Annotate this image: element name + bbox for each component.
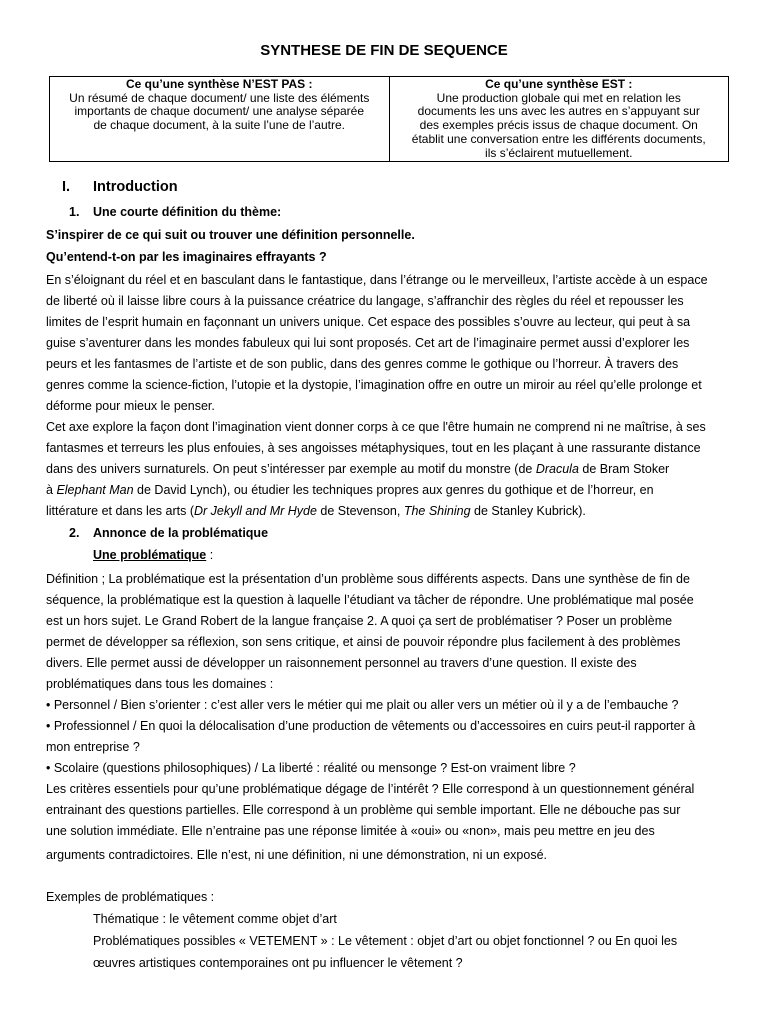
paragraph-line: limites de l’esprit humain en façonnant un univers unique. Cet espace des possibles s’ouvre au lecteur, qui peut à sa [46,315,691,329]
paragraph-line [46,504,586,518]
problematique-label-line [93,548,213,562]
bullet-item: • Professionnel / En quoi la délocalisation d’une production de vêtements ou d’accessoires en cuirs peut-il rapporter à [46,719,696,733]
bullet-item: • Personnel / Bien s’orienter : c’est aller vers le métier qui me plait ou aller vers un métier où il y a de l’embauche ? [46,698,679,712]
table-row [50,77,729,162]
text-run: : [206,548,214,562]
cell-heading-synthesis: Ce qu’une synthèse EST : [485,77,633,91]
paragraph-line: En s’éloignant du réel et en basculant dans le fantastique, dans l’étrange ou le merveilleux, l’artiste accède à un espace [46,273,708,287]
paragraph-line: Définition ; La problématique est la présentation d’un problème sous différents aspects. Dans une synthèse de fin de [46,572,690,586]
subsection-number: 2. [69,526,80,540]
cell-text-line: établit une conversation entre les différents documents, [411,131,706,146]
cell-text-line: documents les uns avec les autres en s’appuyant sur [417,104,700,119]
paragraph-line: genres comme la science-fiction, l’utopie et la dystopie, l’imagination offre en outre un miroir au réel qu’elle prolonge et [46,378,702,392]
text-run: de David Lynch), ou étudier les techniques propres aux genres du gothique et de l’horreur, en [133,483,654,497]
cell-text-line: Un résumé de chaque document/ une liste des éléments [69,90,370,105]
table-cell-not-synthesis [50,77,390,162]
problematique-label: Une problématique [93,548,207,562]
paragraph-line [46,483,654,497]
text-run: dans des univers surnaturels. On peut s’intéresser par exemple au motif du monstre (de [46,462,536,476]
paragraph-line: problématiques dans tous les domaines : [46,677,274,691]
paragraph-line: peurs et les fantasmes de l’artiste et de son public, dans des genres comme le gothique ou l’horreur. À travers des [46,357,679,371]
bullet-item-continuation: mon entreprise ? [46,740,140,754]
work-title-shining: The Shining [403,504,471,518]
examples-heading: Exemples de problématiques : [46,890,215,904]
paragraph-line: séquence, la problématique est la question à laquelle l’étudiant va tâcher de répondre. Une problématique mal posée [46,593,694,607]
cell-text-line: ils s’éclairent mutuellement. [485,145,633,160]
paragraph-line: une solution immédiate. Elle n’entraine pas une réponse limitée à «oui» ou «non», mais peu mettre en jeu des [46,824,655,838]
text-run: à [46,483,57,497]
bullet-item: • Scolaire (questions philosophiques) / La liberté : réalité ou mensonge ? Est-on vraiment libre ? [46,761,576,775]
cell-text-line: importants de chaque document/ une analyse séparée [74,104,365,119]
text-run: de Stanley Kubrick). [470,504,586,518]
paragraph-line: Les critères essentiels pour qu’une problématique dégage de l’intérêt ? Elle correspond à un questionnement général [46,782,695,796]
work-title-jekyll-hyde: Dr Jekyll and Mr Hyde [193,504,317,518]
paragraph-line: arguments contradictoires. Elle n’est, ni une définition, ni une démonstration, ni un exposé. [46,848,547,862]
document-title: SYNTHESE DE FIN DE SEQUENCE [260,42,508,59]
paragraph-line: de liberté où il laisse libre cours à la puissance créatrice du langage, s’affranchir des règles du réel et repousser les [46,294,684,308]
paragraph-line [46,462,669,476]
subsection-number: 1. [69,205,80,219]
subsection-heading: Une courte définition du thème: [93,205,282,219]
cell-text-line: Une production globale qui met en relation les [436,90,681,105]
section-heading: Introduction [93,179,178,195]
question-text: Qu’entend-t-on par les imaginaires effrayants ? [46,250,327,264]
paragraph-line: divers. Elle permet aussi de développer un raisonnement personnel au travers d’une question. Il existe des [46,656,637,670]
paragraph-line: entrainant des questions partielles. Elle correspond à un problème qui semble important. Elle ne débouche pas sur [46,803,681,817]
cell-text-line: des exemples précis issus de chaque document. On [419,118,698,133]
paragraph-line: fantasmes et terreurs les plus enfouies, à ses angoisses métaphysiques, tout en les plaçant à une rassurante distance [46,441,701,455]
paragraph-line: déforme pour mieux le penser. [46,399,215,413]
paragraph-line: permet de développer sa réflexion, son sens critique, et ainsi de pouvoir répondre plus facilement à des problèmes [46,635,681,649]
example-line: œuvres artistiques contemporaines ont pu influencer le vêtement ? [93,956,463,970]
paragraph-line: est un hors sujet. Le Grand Robert de la langue française 2. A quoi ça sert de problématiser ? Poser un problème [46,614,673,628]
paragraph-line: guise s’aventurer dans les mondes fabuleux qui lui sont proposés. Cet art de l’imaginaire permet aussi d’explorer les [46,336,690,350]
instruction-text: S’inspirer de ce qui suit ou trouver une définition personnelle. [46,228,415,242]
work-title-dracula: Dracula [535,462,579,476]
subsection-heading: Annonce de la problématique [93,526,269,540]
text-run: de Bram Stoker [578,462,670,476]
table-cell-synthesis [389,77,729,162]
section-number: I. [62,179,71,195]
cell-text-line: de chaque document, à la suite l’une de l’autre. [93,118,345,133]
work-title-elephant-man: Elephant Man [56,483,134,497]
cell-heading-not-synthesis: Ce qu’une synthèse N’EST PAS : [126,77,313,91]
example-line: Thématique : le vêtement comme objet d’art [93,912,337,926]
example-line: Problématiques possibles « VETEMENT » : Le vêtement : objet d’art ou objet fonctionnel ? ou En quoi les [93,934,678,948]
paragraph-line: Cet axe explore la façon dont l’imagination vient donner corps à ce que l'être humain ne comprend ni ne maîtrise, à ses [46,420,706,434]
text-run: littérature et dans les arts ( [46,504,194,518]
text-run: de Stevenson, [316,504,404,518]
comparison-table [49,76,729,162]
